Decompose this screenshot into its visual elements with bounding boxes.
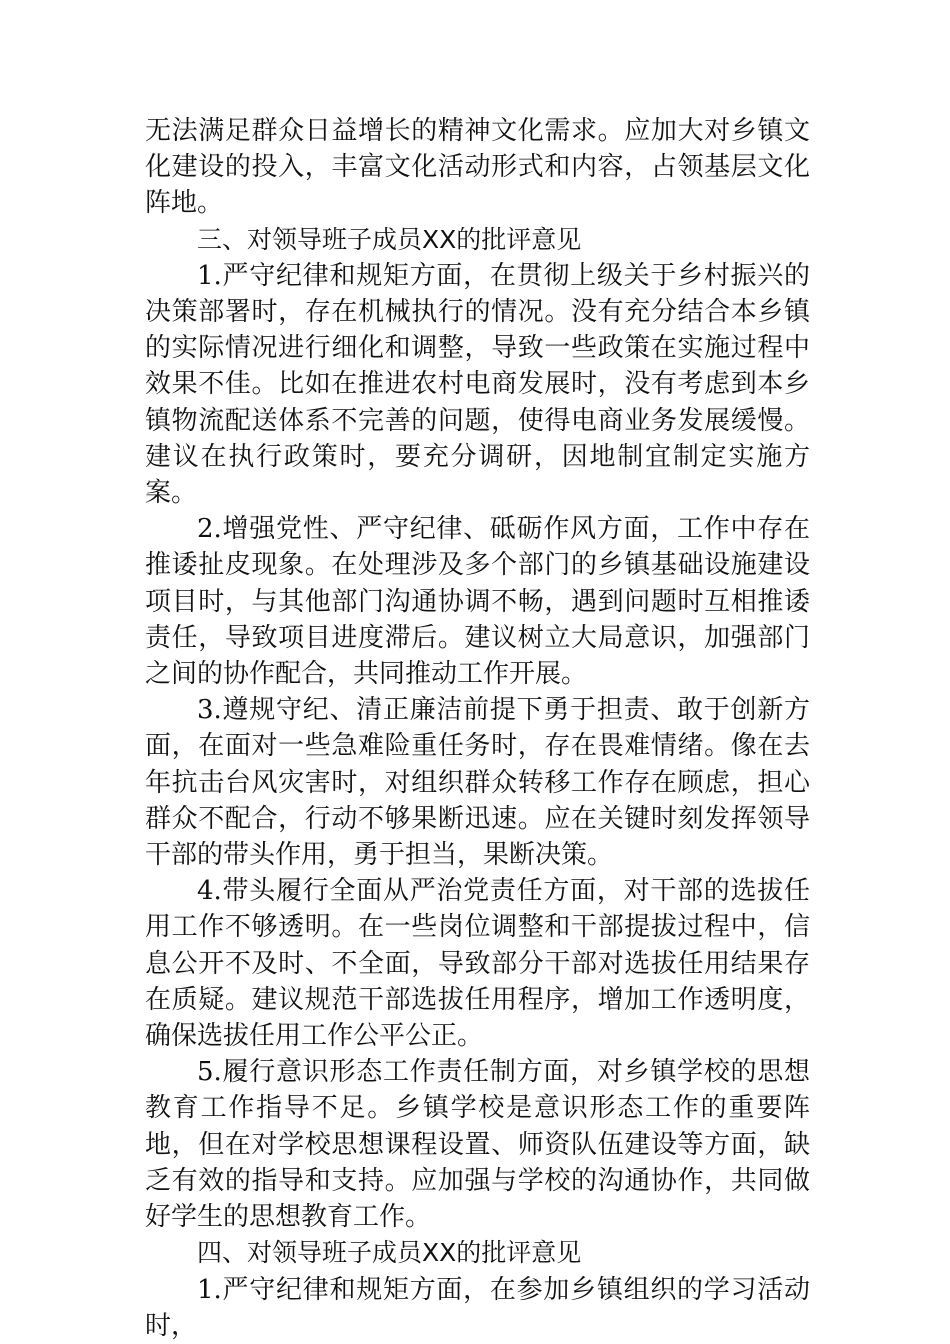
paragraph-item-4: 4.带头履行全面从严治党责任方面，对干部的选拔任用工作不够透明。在一些岗位调整和干部提拔过程中，信息公开不及时、不全面，导致部分干部对选拔任用结果存在质疑。建议规范干部选拔任用程序，增加工作透明度，确保选拔任用工作公平公正。 [145, 876, 810, 1052]
paragraph-item-2: 2.增强党性、严守纪律、砥砺作风方面，工作中存在推诿扯皮现象。在处理涉及多个部门的乡镇基础设施建设项目时，与其他部门沟通协调不畅，遇到问题时互相推诿责任，导致项目进度滞后。建议树立大局意识，加强部门之间的协作配合，共同推动工作开展。 [145, 514, 810, 690]
paragraph-item-1-section-four: 1.严守纪律和规矩方面，在参加乡镇组织的学习活动时， [145, 1274, 810, 1341]
paragraph-item-5: 5.履行意识形态工作责任制方面，对乡镇学校的思想教育工作指导不足。乡镇学校是意识形态工作的重要阵地，但在对学校思想课程设置、师资队伍建设等方面，缺乏有效的指导和支持。应加强与学校的沟通协作，共同做好学生的思想教育工作。 [145, 1057, 810, 1233]
paragraph-continuation: 无法满足群众日益增长的精神文化需求。应加大对乡镇文化建设的投入，丰富文化活动形式和内容，占领基层文化阵地。 [145, 116, 810, 219]
paragraph-item-1: 1.严守纪律和规矩方面，在贯彻上级关于乡村振兴的决策部署时，存在机械执行的情况。没有充分结合本乡镇的实际情况进行细化和调整，导致一些政策在实施过程中效果不佳。比如在推进农村电商发展时，没有考虑到本乡镇物流配送体系不完善的问题，使得电商业务发展缓慢。建议在执行政策时，要充分调研，因地制宜制定实施方案。 [145, 260, 810, 509]
section-heading-four: 四、对领导班子成员XX的批评意见 [197, 1238, 582, 1268]
document-body [145, 113, 810, 1344]
section-heading-three: 三、对领导班子成员XX的批评意见 [197, 224, 582, 254]
paragraph-item-3: 3.遵规守纪、清正廉洁前提下勇于担责、敢于创新方面，在面对一些急难险重任务时，存在畏难情绪。像在去年抗击台风灾害时，对组织群众转移工作存在顾虑，担心群众不配合，行动不够果断迅速。应在关键时刻发挥领导干部的带头作用，勇于担当，果断决策。 [145, 695, 810, 871]
